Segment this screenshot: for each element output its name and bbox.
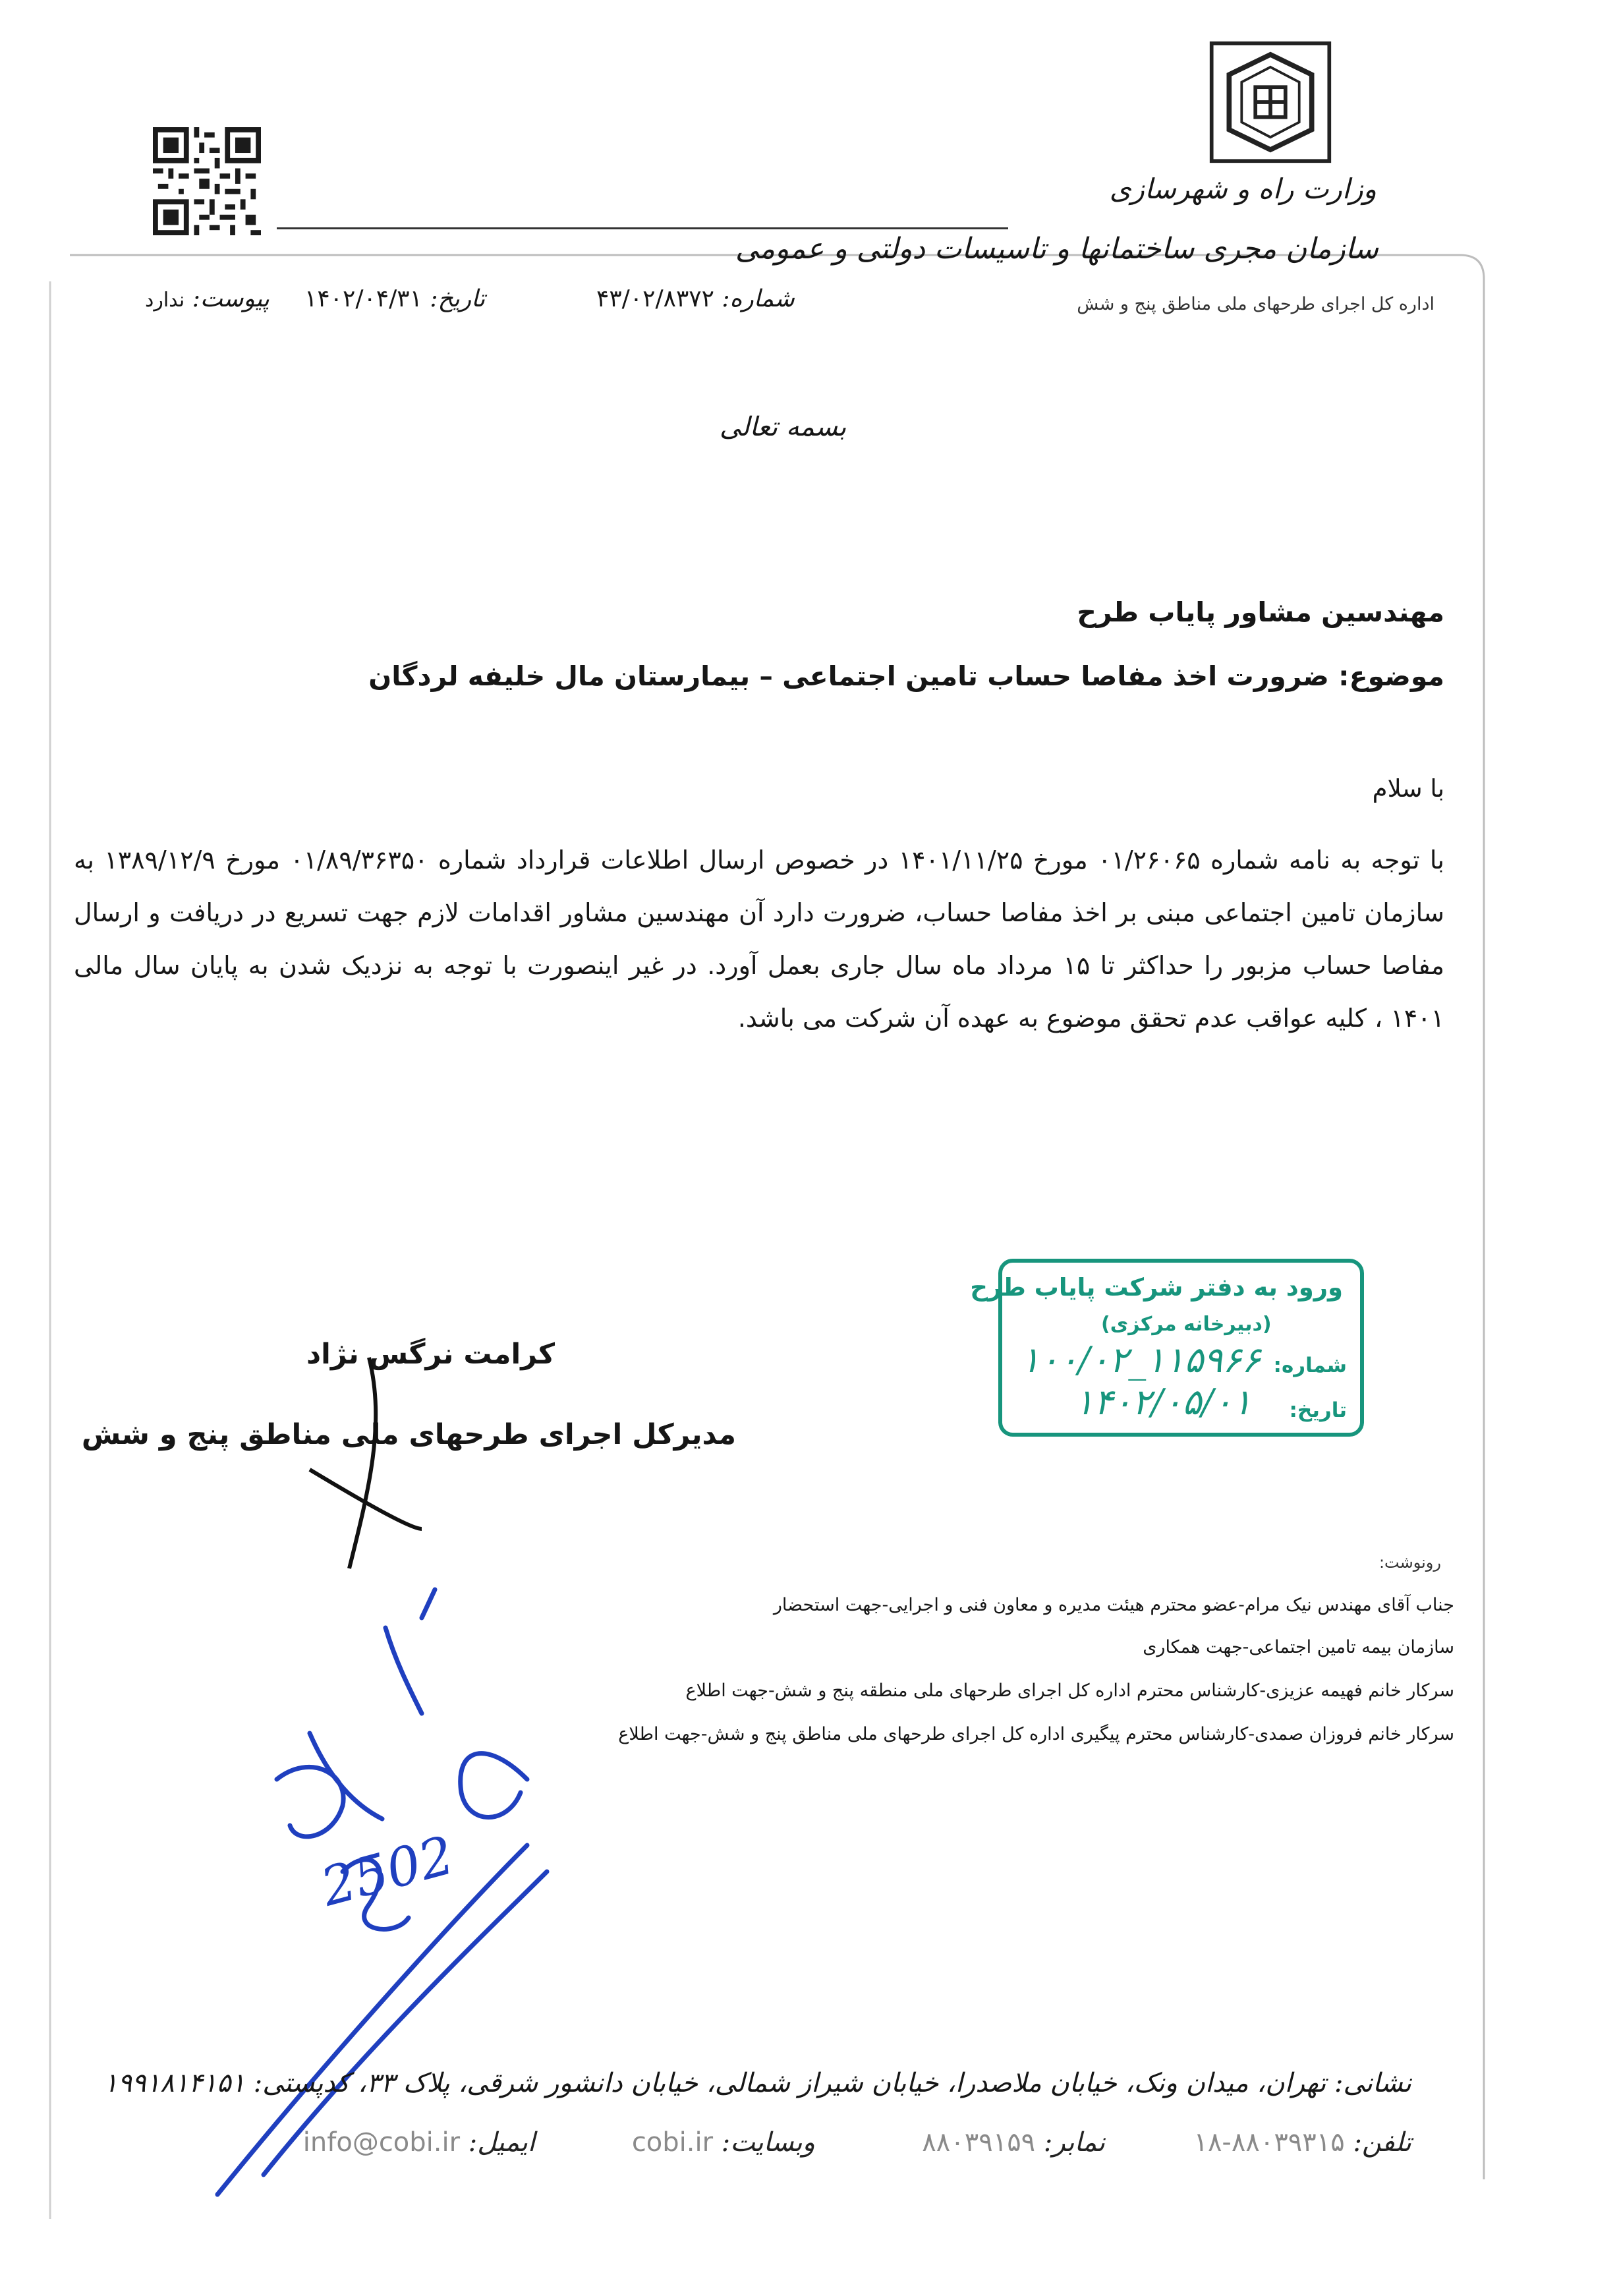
receipt-stamp bbox=[970, 1259, 1364, 1437]
letter-number-label: شماره: bbox=[722, 285, 795, 312]
footer-email-value[interactable]: info@cobi.ir bbox=[302, 2127, 461, 2158]
signer-title: مدیرکل اجرای طرحهای ملی مناطق پنج و شش bbox=[81, 1418, 736, 1451]
stamp-date-label: تاریخ: bbox=[1289, 1398, 1347, 1422]
letter-attachment bbox=[145, 285, 270, 312]
footer-website-label: وبسایت: bbox=[721, 2127, 815, 2158]
footer-phone-label: تلفن: bbox=[1353, 2127, 1411, 2158]
ministry-logo-icon bbox=[1208, 40, 1333, 165]
header-divider bbox=[277, 227, 1008, 229]
stamp-number-value: ۱۰۰/۰۲_۱۱۵۹۶۶ bbox=[1021, 1339, 1261, 1381]
copy-recipient: جناب آقای مهندس نیک مرام-عضو محترم هیئت مدیره و معاون فنی و اجرایی-جهت استحضار bbox=[773, 1595, 1454, 1615]
letter-date-value: ۱۴۰۲/۰۴/۳۱ bbox=[304, 285, 422, 312]
letter-date-label: تاریخ: bbox=[430, 285, 486, 312]
stamp-date-value: ۱۴۰۲/۰۵/۰۱ bbox=[1075, 1381, 1252, 1423]
ministry-name: وزارت راه و شهرسازی bbox=[1109, 173, 1377, 205]
stamp-title: ورود به دفتر شرکت پایاب طرح bbox=[970, 1273, 1343, 1302]
footer-phone bbox=[1193, 2127, 1411, 2158]
letter-number bbox=[596, 285, 795, 312]
footer-fax-label: نمابر: bbox=[1043, 2127, 1105, 2158]
footer-fax bbox=[922, 2127, 1105, 2158]
copies-label: رونوشت: bbox=[1378, 1553, 1441, 1572]
footer-address: نشانی: تهران، میدان ونک، خیابان ملاصدرا، خیابان شیراز شمالی، خیابان دانشور شرقی، پلاک ۳۳، کدپستی: ۱۹۹۱۸۱۴۱۵۱ bbox=[103, 2068, 1411, 2098]
department-name: اداره کل اجرای طرحهای ملی مناطق پنج و شش bbox=[1077, 294, 1434, 314]
qr-code-icon bbox=[153, 127, 261, 235]
letter-body-paragraph: با توجه به نامه شماره ۰۱/۲۶۰۶۵ مورخ ۱۴۰۱/۱۱/۲۵ در خصوص ارسال اطلاعات قرارداد شماره ۰۱/۸۹/۳۶۳۵۰ مورخ ۱۳۸۹/۱۲/۹ به سازمان تامین اجتماعی مبنی بر اخذ مفاصا حساب، ضرورت دارد آن مهندسین مشاور اقدامات لازم جهت تسریع در دریافت و ارسال مفاصا حساب مزبور را حداکثر تا ۱۵ مرداد ماه سال جاری بعمل آورد. در غیر اینصورت با توجه به نزدیک شدن به پایان سال مالی ۱۴۰۱ ، کلیه عواقب عدم تحقق موضوع به عهده آن شرکت می باشد. bbox=[74, 846, 1445, 1033]
stamp-number-label: شماره: bbox=[1273, 1354, 1347, 1377]
footer-website bbox=[632, 2127, 815, 2158]
letter-date bbox=[304, 285, 485, 312]
greeting: با سلام bbox=[1372, 774, 1444, 803]
letter-attachment-value: ندارد bbox=[145, 289, 185, 312]
subject-line: موضوع: ضرورت اخذ مفاصا حساب تامین اجتماعی – بیمارستان مال خلیفه لردگان bbox=[368, 660, 1444, 692]
letter-number-value: ۴۳/۰۲/۸۳۷۲ bbox=[596, 285, 714, 312]
stamp-subtitle: (دبیرخانه مرکزی) bbox=[1101, 1313, 1272, 1336]
signer-name: کرامت نرگس نژاد bbox=[306, 1338, 555, 1371]
footer-fax-value: ۸۸۰۳۹۱۵۹ bbox=[922, 2127, 1036, 2158]
letter-attachment-label: پیوست: bbox=[192, 285, 270, 312]
footer-email-label: ایمیل: bbox=[468, 2127, 535, 2158]
footer-email bbox=[303, 2127, 535, 2158]
footer-phone-value: ۸۸۰۳۹۳۱۵-۱۸ bbox=[1193, 2127, 1345, 2158]
letter-frame bbox=[43, 248, 1491, 2225]
footer-website-value[interactable]: cobi.ir bbox=[631, 2127, 714, 2158]
bismillah: بسمه تعالی bbox=[720, 412, 847, 442]
copy-recipient: سرکار خانم فهیمه عزیزی-کارشناس محترم اداره کل اجرای طرحهای ملی منطقه پنج و شش-جهت اطلاع bbox=[685, 1680, 1454, 1701]
recipient: مهندسین مشاور پایاب طرح bbox=[1077, 596, 1444, 628]
handwritten-number: 2502 bbox=[314, 1824, 461, 1918]
copy-recipient: سازمان بیمه تامین اجتماعی-جهت همکاری bbox=[1143, 1637, 1454, 1657]
copy-recipient: سرکار خانم فروزان صمدی-کارشناس محترم پیگیری اداره کل اجرای طرحهای ملی مناطق پنج و شش-جهت اطلاع bbox=[618, 1724, 1454, 1744]
organization-name: سازمان مجری ساختمانها و تاسیسات دولتی و عمومی bbox=[735, 232, 1378, 266]
